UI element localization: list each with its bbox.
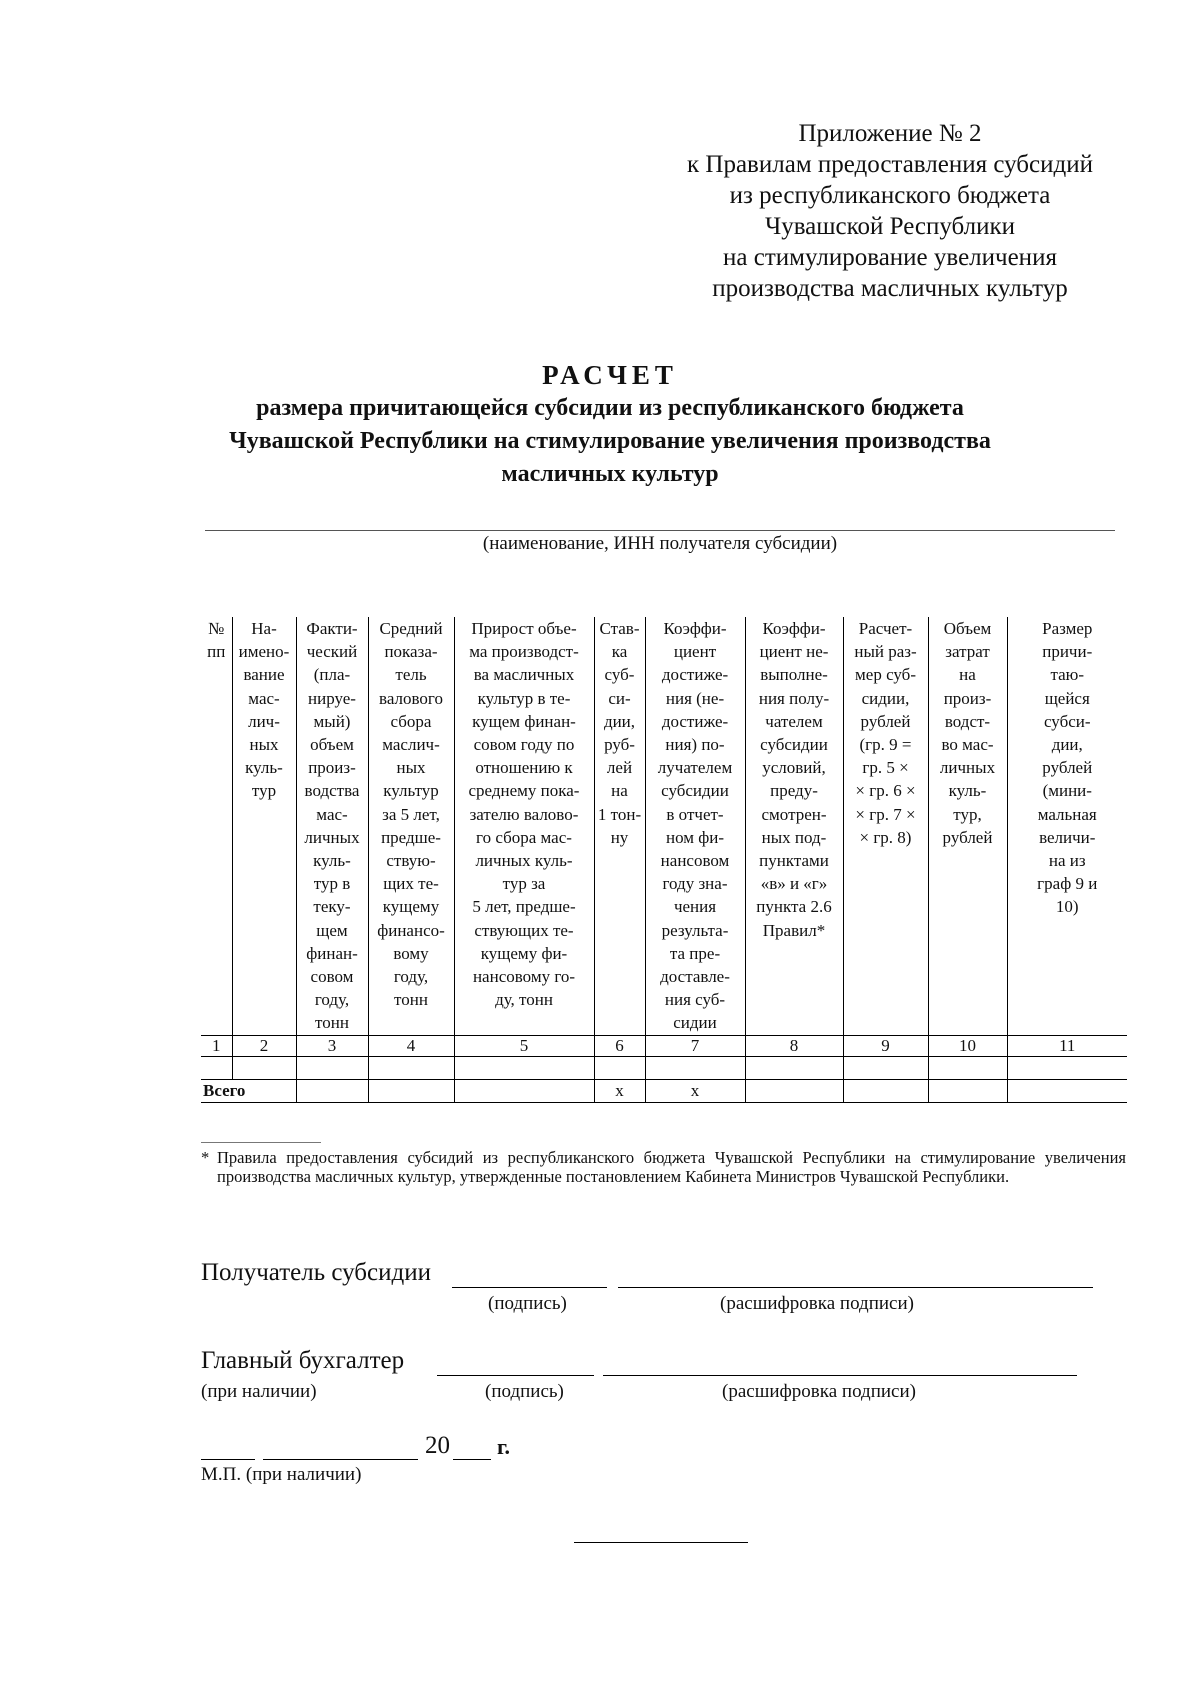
header-text-line: причи- (1042, 642, 1093, 662)
footnote (201, 1148, 1126, 1186)
header-text-line: затрат (945, 642, 990, 662)
header-text-line: субси- (1043, 711, 1091, 731)
closing-rule (574, 1542, 748, 1543)
header-text-line: условий, (762, 758, 826, 778)
header-text-line: циент (673, 642, 717, 662)
header-text-line: Став- (599, 619, 640, 638)
header-cell (745, 617, 843, 1035)
header-text-line: тур за (502, 874, 546, 894)
header-text-line: совом году по (473, 735, 575, 755)
header-text-line: году зна- (662, 874, 728, 894)
header-text-line: теку- (313, 897, 351, 917)
header-text-line: граф 9 и (1037, 874, 1098, 894)
appendix-line: к Правилам предоставления субсидий (687, 151, 1093, 178)
header-text-line: в отчет- (666, 804, 724, 824)
header-text-line: та пре- (669, 943, 721, 963)
header-text-line: Объем (943, 619, 992, 638)
header-text-line: ния полу- (758, 688, 830, 708)
document-title (180, 358, 1040, 491)
column-number: 8 (745, 1035, 843, 1056)
table-cell[interactable] (201, 1056, 232, 1079)
date-month-line[interactable] (263, 1459, 418, 1460)
header-text-line: мальная (1037, 804, 1097, 824)
table-cell: x (645, 1079, 745, 1102)
header-text-line: водст- (944, 711, 991, 731)
header-text-line: куль- (245, 758, 283, 778)
header-text-line: водства (304, 781, 360, 801)
date-year-prefix: 20 (425, 1432, 450, 1459)
header-text-line: тель (395, 665, 427, 685)
table-cell[interactable] (454, 1079, 594, 1102)
header-text-line: ния (не- (665, 688, 725, 708)
header-text-line: Коэффи- (762, 619, 826, 638)
header-text-line: ном фи- (665, 827, 725, 847)
header-text-line: Коэффи- (663, 619, 727, 638)
column-number: 2 (232, 1035, 296, 1056)
footnote-mark: * (201, 1148, 210, 1167)
column-number: 1 (201, 1035, 232, 1056)
header-text-line: ка (611, 642, 628, 662)
table-cell[interactable] (594, 1056, 645, 1079)
header-text-line: мас- (316, 804, 348, 824)
header-text-line: «в» и «г» (760, 874, 828, 894)
header-text-line: (пла- (313, 665, 351, 685)
header-cell (296, 617, 368, 1035)
header-text-line: культур (383, 781, 439, 801)
header-cell (1007, 617, 1127, 1035)
table-cell[interactable] (928, 1079, 1007, 1102)
header-text-line: культур в те- (477, 688, 571, 708)
header-text-line: рублей (942, 827, 993, 847)
appendix-line: производства масличных культур (712, 275, 1068, 302)
header-text-line: достиже- (661, 711, 729, 731)
header-text-line: личных куль- (475, 851, 573, 871)
table-cell[interactable] (454, 1056, 594, 1079)
header-text-line: произ- (943, 688, 992, 708)
header-text-line: достиже- (661, 665, 729, 685)
header-text-line: пунктами (759, 851, 829, 871)
header-text-line: циент не- (759, 642, 829, 662)
header-text-line: смотрен- (761, 804, 827, 824)
header-text-line: ния суб- (664, 990, 726, 1010)
header-text-line: субсидии (760, 735, 828, 755)
total-row (201, 1079, 1127, 1102)
table-cell[interactable] (645, 1056, 745, 1079)
header-text-line: во мас- (941, 735, 994, 755)
header-text-line: году, (393, 967, 429, 987)
header-text-line: тонн (315, 1013, 349, 1033)
header-text-line: 10) (1055, 897, 1079, 917)
signature-caption: (подпись) (485, 1381, 564, 1402)
header-text-line: ствующих те- (474, 920, 574, 940)
header-text-line: (мини- (1042, 781, 1092, 801)
header-text-line: зателю валово- (469, 804, 579, 824)
header-text-line: чателем (765, 711, 823, 731)
recipient-signature-line[interactable] (452, 1287, 607, 1288)
header-text-line: щих те- (383, 874, 439, 894)
header-text-line: На- (251, 619, 277, 638)
title-heading: РАСЧЕТ (542, 360, 678, 390)
header-text-line: нируе- (308, 688, 356, 708)
header-text-line: Размер (1042, 619, 1093, 638)
table-row (201, 1056, 1127, 1079)
accountant-note: (при наличии) (201, 1381, 317, 1402)
header-text-line: лей (606, 758, 633, 778)
appendix-header (560, 118, 1200, 304)
header-text-line: ческий (306, 642, 358, 662)
recipient-name-line[interactable] (205, 530, 1115, 531)
header-text-line: кущему (382, 897, 440, 917)
table-cell[interactable] (232, 1056, 296, 1079)
header-text-line: личных (304, 827, 360, 847)
header-cell (454, 617, 594, 1035)
header-text-line: финан- (306, 943, 358, 963)
appendix-line: Приложение № 2 (798, 120, 982, 147)
header-text-line: куль- (313, 851, 351, 871)
recipient-transcript-line[interactable] (618, 1287, 1093, 1288)
accountant-label: Главный бухгалтер (201, 1347, 405, 1374)
accountant-transcript-line[interactable] (603, 1375, 1077, 1376)
header-text-line: ну (610, 827, 629, 847)
header-text-line: 1 тон- (597, 804, 642, 824)
table-cell[interactable] (368, 1056, 454, 1079)
header-text-line: Прирост объе- (471, 619, 577, 638)
header-text-line: пункта 2.6 (756, 897, 832, 917)
header-text-line: среднему пока- (468, 781, 580, 801)
title-line: Чувашской Республики на стимулирование увеличения производства (229, 428, 991, 454)
header-text-line: дии, (603, 711, 636, 731)
date-day-line[interactable] (201, 1459, 255, 1460)
header-text-line: за 5 лет, (382, 804, 440, 824)
header-text-line: ных (396, 758, 426, 778)
table-cell[interactable] (296, 1056, 368, 1079)
header-text-line: × гр. 7 × (855, 804, 916, 824)
header-text-line: ный раз- (854, 642, 917, 662)
header-text-line: лич- (248, 711, 280, 731)
header-cell (843, 617, 928, 1035)
date-year-suffix: г. (497, 1434, 511, 1459)
column-number: 11 (1007, 1035, 1127, 1056)
header-text-line: лучателем (657, 758, 733, 778)
header-text-line: вому (393, 943, 429, 963)
header-text-line: совом (310, 967, 354, 987)
header-text-line: мый) (313, 711, 351, 731)
table-header-row (201, 617, 1127, 1035)
header-text-line: выполне- (760, 665, 828, 685)
header-text-line: доставле- (660, 967, 730, 987)
header-text-line: нансовому го- (472, 967, 576, 987)
header-text-line: на (959, 665, 976, 685)
table-cell[interactable] (745, 1079, 843, 1102)
header-text-line: (гр. 9 = (859, 735, 912, 755)
header-text-line: Средний (379, 619, 443, 638)
header-text-line: Правил* (762, 920, 826, 940)
header-cell (594, 617, 645, 1035)
header-text-line: отношению к (475, 758, 573, 778)
header-text-line: тур (251, 781, 277, 801)
recipient-caption: (наименование, ИНН получателя субсидии) (482, 533, 838, 554)
header-text-line: результа- (661, 920, 729, 940)
recipient-label: Получатель субсидии (201, 1259, 431, 1286)
header-text-line: рублей (1042, 758, 1093, 778)
header-text-line: таю- (1050, 665, 1085, 685)
header-text-line: кущему фи- (480, 943, 568, 963)
footnote-rule (201, 1142, 321, 1143)
header-text-line: ных (249, 735, 279, 755)
appendix-line: Чувашской Республики (764, 213, 1016, 240)
header-text-line: преду- (770, 781, 818, 801)
header-text-line: нансовом (660, 851, 730, 871)
header-cell (201, 617, 232, 1035)
header-text-line: ных под- (761, 827, 827, 847)
stamp-note: М.П. (при наличии) (201, 1464, 362, 1485)
header-text-line: тур в (313, 874, 351, 894)
header-cell (368, 617, 454, 1035)
total-label: Всего (201, 1079, 296, 1102)
header-text-line: тонн (394, 990, 428, 1010)
header-text-line: финансо- (377, 920, 445, 940)
header-text-line: маслич- (382, 735, 440, 755)
calculation-table (201, 617, 1127, 1103)
table-cell[interactable] (843, 1056, 928, 1079)
header-text-line: на из (1048, 851, 1086, 871)
header-text-line: суб- (604, 665, 635, 685)
header-text-line: № (208, 619, 225, 638)
table-cell[interactable] (296, 1079, 368, 1102)
header-text-line: ва масличных (473, 665, 575, 685)
date-year-line[interactable] (453, 1459, 491, 1460)
header-text-line: Расчет- (858, 619, 913, 638)
header-text-line: показа- (384, 642, 438, 662)
header-text-line: ма производст- (469, 642, 579, 662)
header-text-line: Факти- (306, 619, 358, 638)
header-text-line: предше- (381, 827, 441, 847)
title-line: масличных культур (501, 461, 719, 487)
column-number: 4 (368, 1035, 454, 1056)
header-text-line: тур, (953, 804, 982, 824)
header-text-line: вание (243, 665, 285, 685)
appendix-line: из республиканского бюджета (729, 182, 1051, 209)
column-number: 9 (843, 1035, 928, 1056)
header-text-line: дии, (1051, 735, 1083, 755)
header-text-line: кущем финан- (472, 711, 576, 731)
header-cell (928, 617, 1007, 1035)
header-text-line: мас- (248, 688, 280, 708)
header-text-line: гр. 5 × (862, 758, 909, 778)
header-text-line: году, (314, 990, 350, 1010)
header-text-line: 5 лет, предше- (472, 897, 576, 917)
transcript-caption: (расшифровка подписи) (722, 1381, 916, 1402)
header-cell (232, 617, 296, 1035)
header-text-line: щейся (1044, 688, 1090, 708)
title-line: размера причитающейся субсидии из республиканского бюджета (256, 395, 964, 421)
header-text-line: руб- (604, 735, 635, 755)
table-cell[interactable] (1007, 1056, 1127, 1079)
header-text-line: объем (310, 735, 354, 755)
column-number: 10 (928, 1035, 1007, 1056)
header-text-line: мер суб- (855, 665, 916, 685)
header-text-line: сидии (673, 1013, 717, 1033)
appendix-line: на стимулирование увеличения (723, 244, 1057, 271)
table-cell[interactable] (843, 1079, 928, 1102)
column-number: 7 (645, 1035, 745, 1056)
header-text-line: сбора (390, 711, 432, 731)
header-text-line: произ- (308, 758, 356, 778)
header-text-line: сидии, (861, 688, 910, 708)
header-text-line: си- (608, 688, 631, 708)
header-text-line: на (611, 781, 628, 801)
header-text-line: чения (673, 897, 717, 917)
signature-caption: (подпись) (488, 1293, 567, 1314)
table-cell[interactable] (745, 1056, 843, 1079)
header-text-line: ду, тонн (495, 990, 553, 1010)
header-text-line: имено- (238, 642, 290, 662)
header-text-line: × гр. 8) (859, 827, 912, 847)
header-text-line: ствую- (386, 851, 436, 871)
accountant-signature-line[interactable] (437, 1375, 594, 1376)
header-text-line: ния) по- (665, 735, 725, 755)
column-number: 3 (296, 1035, 368, 1056)
table-cell[interactable] (1007, 1079, 1127, 1102)
header-text-line: пп (207, 642, 226, 662)
footnote-text: Правила предоставления субсидий из республиканского бюджета Чувашской Республики на стимулирование увеличения производства масличных культур, утвержденные постановлением Кабинета Министров Чувашской Республики. (217, 1148, 1126, 1186)
table-cell[interactable] (928, 1056, 1007, 1079)
transcript-caption: (расшифровка подписи) (720, 1293, 914, 1314)
column-number: 5 (454, 1035, 594, 1056)
header-text-line: личных (939, 758, 996, 778)
header-text-line: × гр. 6 × (855, 781, 916, 801)
header-text-line: субсидии (661, 781, 729, 801)
column-number: 6 (594, 1035, 645, 1056)
header-text-line: величи- (1039, 827, 1096, 847)
header-text-line: рублей (860, 711, 911, 731)
header-text-line: куль- (948, 781, 987, 801)
header-cell (645, 617, 745, 1035)
table-cell: x (594, 1079, 645, 1102)
header-text-line: го сбора мас- (476, 827, 572, 847)
column-number-row (201, 1035, 1127, 1056)
table-cell[interactable] (368, 1079, 454, 1102)
header-text-line: валового (379, 688, 443, 708)
header-text-line: щем (316, 920, 348, 940)
